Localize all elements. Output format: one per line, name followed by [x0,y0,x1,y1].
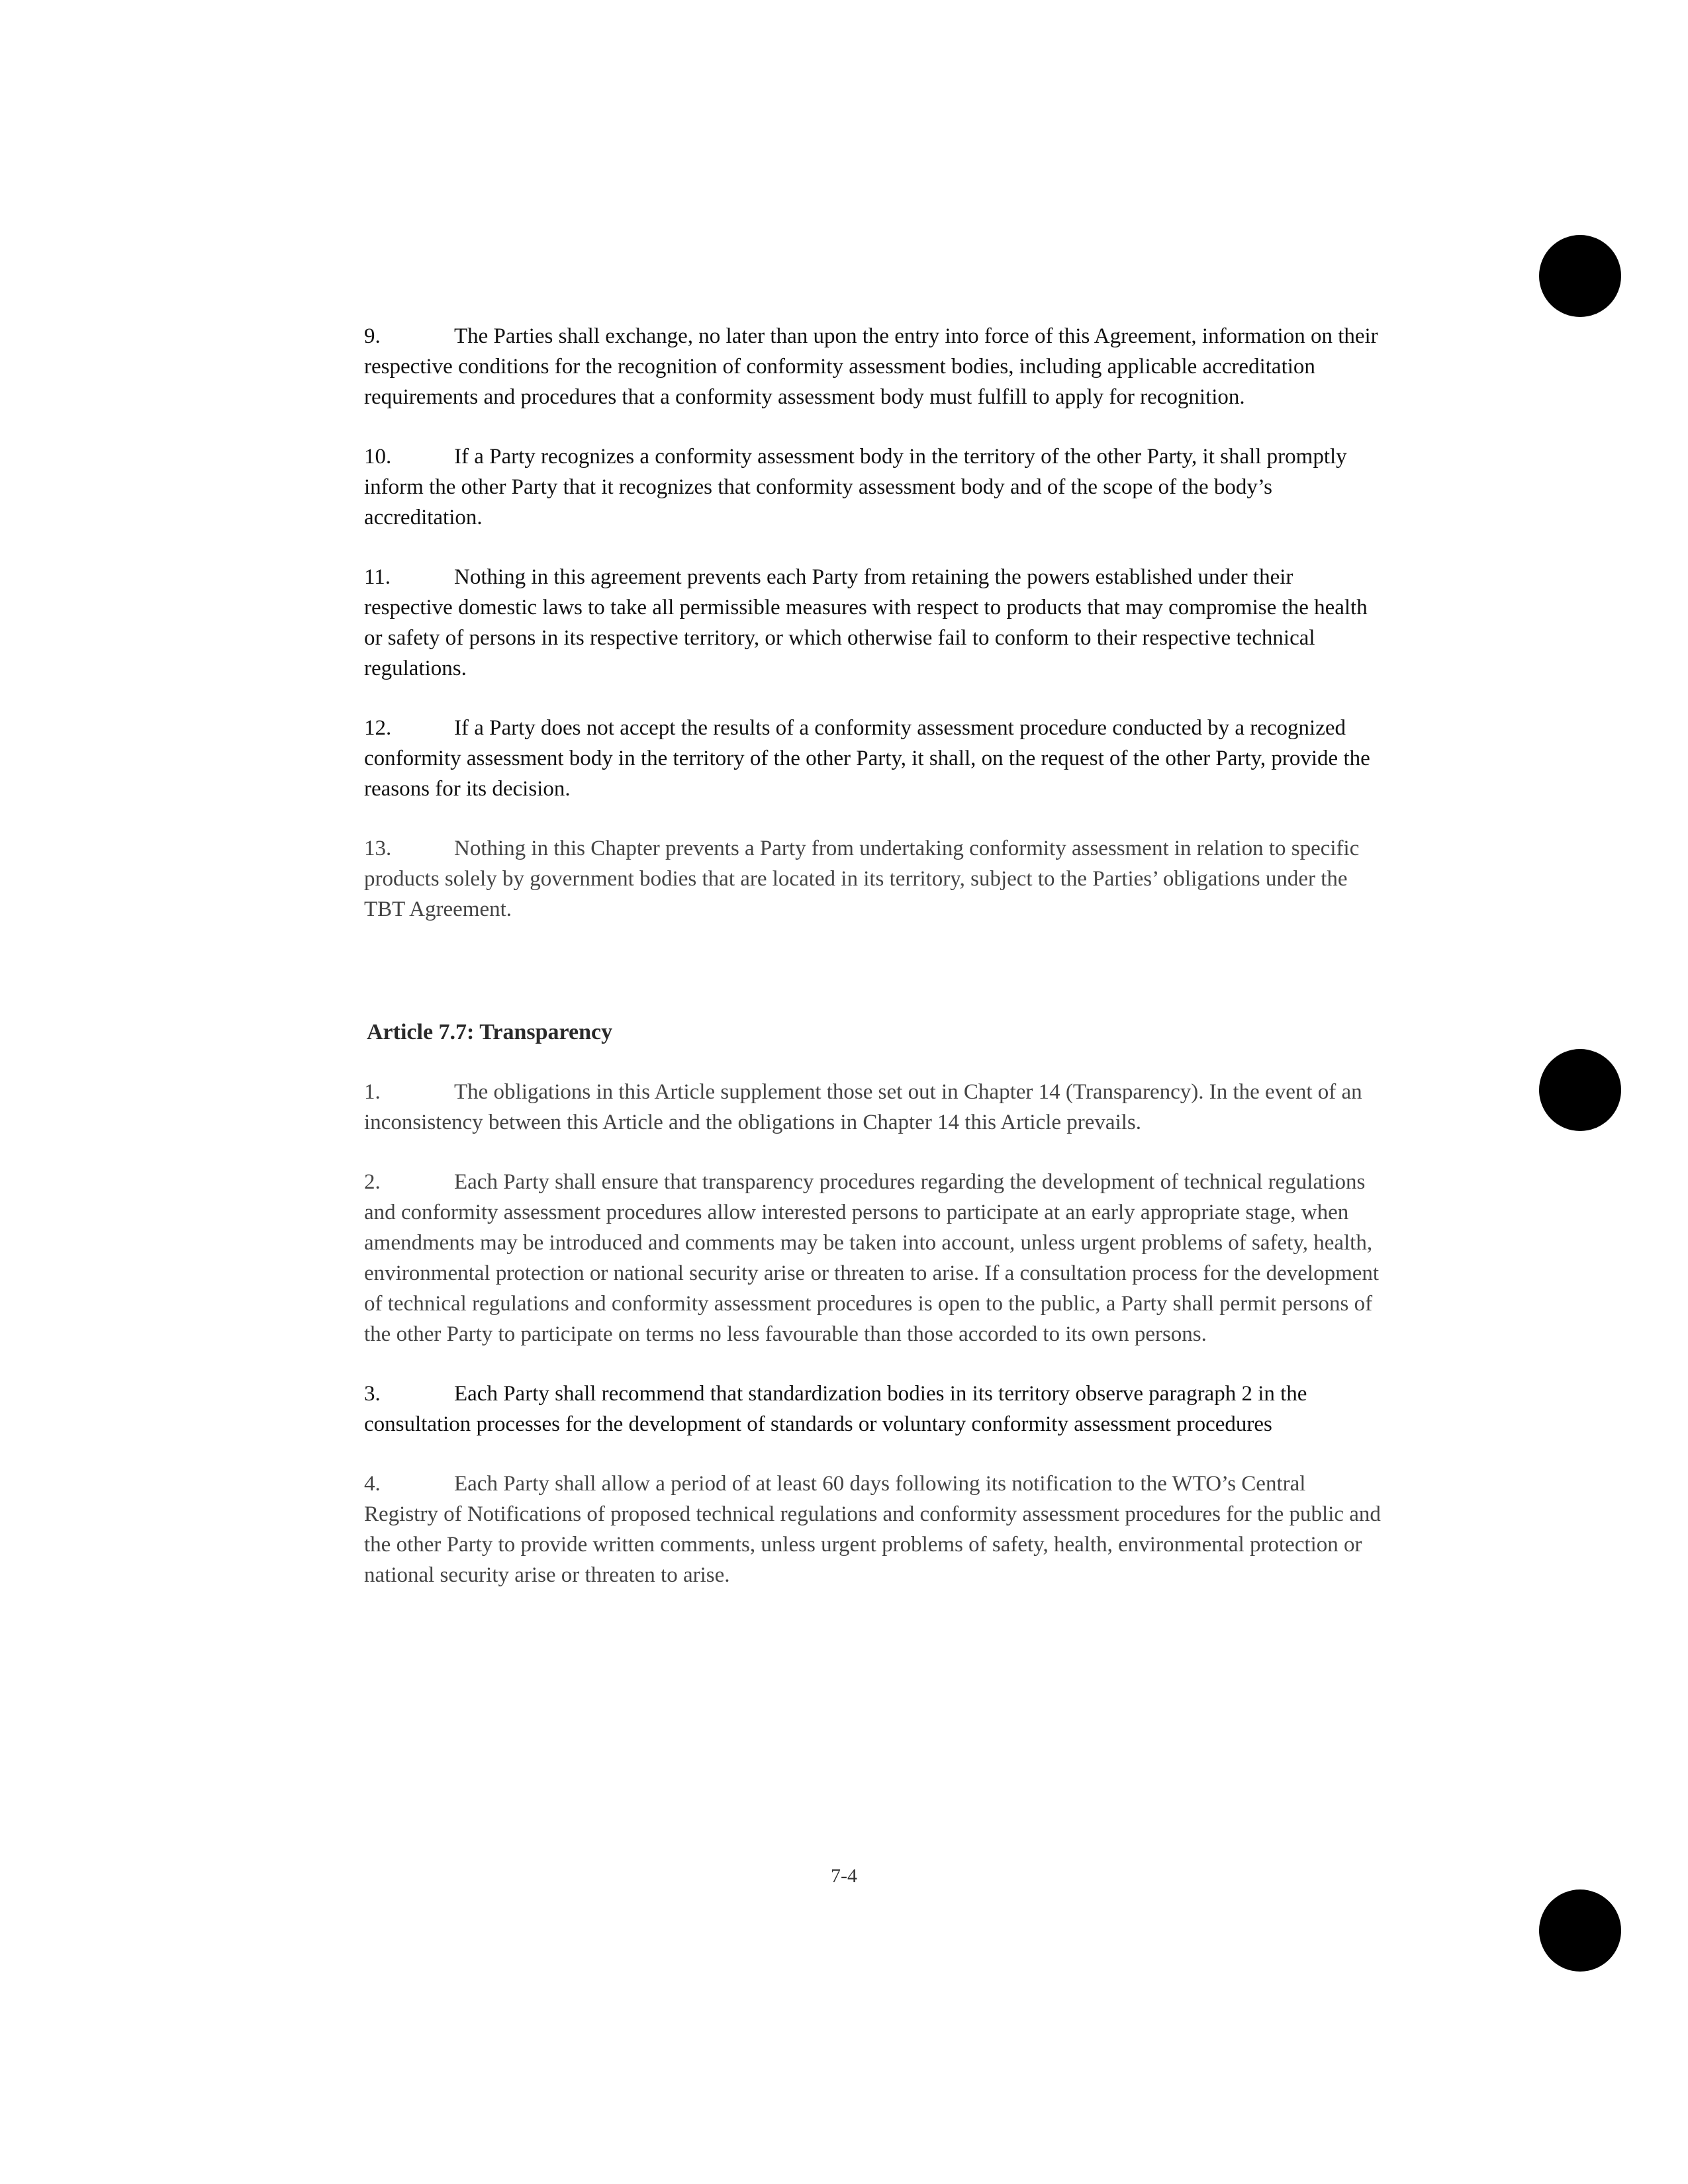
paragraph-text: Each Party shall recommend that standardization bodies in its territory observe paragraph 2 in the consultation processes for the development of standards or voluntary conformity assessment procedures [364,1382,1307,1436]
transparency-paragraph-3 [364,1379,1383,1439]
paragraph-number: 1. [364,1080,381,1104]
page-number: 7-4 [831,1865,857,1887]
paragraph-number: 13. [364,837,392,860]
paragraph-number: 4. [364,1472,381,1496]
document-body [364,321,1383,1619]
paragraph-text: Nothing in this Chapter prevents a Party from undertaking conformity assessment in relation to specific products solely by government bodies that are located in its territory, subject to the Parties’ obligations under the TBT Agreement. [364,837,1360,921]
paragraph-number: 3. [364,1382,381,1406]
paragraph-number: 10. [364,445,392,469]
paragraph-9 [364,321,1383,412]
paragraph-number: 9. [364,324,381,348]
transparency-paragraph-2 [364,1167,1383,1349]
punch-hole-top [1539,235,1621,317]
punch-hole-middle [1539,1049,1621,1131]
paragraph-10 [364,441,1383,533]
punch-hole-bottom [1539,1889,1621,1972]
paragraph-12 [364,713,1383,804]
paragraph-text: If a Party does not accept the results of a conformity assessment procedure conducted by a recognized conformity assessment body in the territory of the other Party, it shall, on the request of the other Party, provide the reasons for its decision. [364,716,1370,801]
paragraph-number: 11. [364,565,391,589]
paragraph-text: Each Party shall ensure that transparency procedures regarding the development of technical regulations and conformity assessment procedures allow interested persons to participate at an early appropriate stage, when amendments may be introduced and comments may be taken into account, unless urgent problems of safety, health, environmental protection or national security arise or threaten to arise. If a consultation process for the development of technical regulations and conformity assessment procedures is open to the public, a Party shall permit persons of the other Party to participate on terms no less favourable than those accorded to its own persons. [364,1170,1380,1346]
paragraph-text: Each Party shall allow a period of at least 60 days following its notification to the WTO’s Central Registry of Notifications of proposed technical regulations and conformity assessment procedures for the public and the other Party to provide written comments, unless urgent problems of safety, health, environmental protection or national security arise or threaten to arise. [364,1472,1381,1587]
paragraph-number: 2. [364,1170,381,1194]
transparency-paragraph-4 [364,1469,1383,1590]
paragraph-text: If a Party recognizes a conformity assessment body in the territory of the other Party, it shall promptly inform the other Party that it recognizes that conformity assessment body and of the scope of the body’s accreditation. [364,445,1347,529]
paragraph-13 [364,833,1383,925]
article-heading: Article 7.7: Transparency [367,1020,613,1044]
paragraph-number: 12. [364,716,392,740]
transparency-paragraph-1 [364,1077,1383,1138]
paragraph-11 [364,562,1383,684]
paragraph-text: The Parties shall exchange, no later than upon the entry into force of this Agreement, information on their respective conditions for the recognition of conformity assessment bodies, including applicable accreditation requirements and procedures that a conformity assessment body must fulfill to apply for recognition. [364,324,1378,409]
paragraph-text: Nothing in this agreement prevents each Party from retaining the powers established under their respective domestic laws to take all permissible measures with respect to products that may compromise the health or safety of persons in its respective territory, or which otherwise fail to conform to their respective technical regulations. [364,565,1368,680]
paragraph-text: The obligations in this Article supplement those set out in Chapter 14 (Transparency). In the event of an inconsistency between this Article and the obligations in Chapter 14 this Article prevails. [364,1080,1362,1134]
